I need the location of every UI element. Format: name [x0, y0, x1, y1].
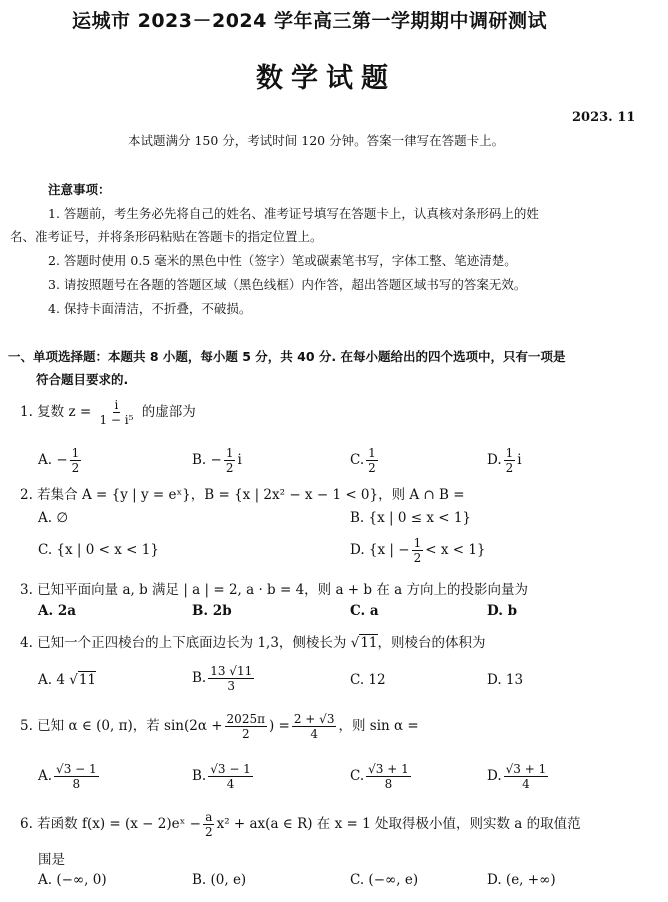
exam-info: 本试题满分 150 分，考试时间 120 分钟。答案一律写在答题卡上。	[128, 133, 505, 148]
question-3-option-c: C. a	[350, 603, 379, 619]
question-3-option-b: B. 2b	[192, 603, 232, 619]
exam-title: 运城市 2023－2024 学年高三第一学期期中调研测试	[72, 10, 547, 32]
note-3: 3. 请按照题号在各题的答题区域（黑色线框）内作答，超出答题区域书写的答案无效。	[48, 277, 527, 292]
question-5-option-b: B. $\frac{√3 - 1}{4}$	[192, 762, 251, 791]
question-4-option-b: B. $\frac{13 √11}{3}$	[192, 664, 253, 693]
question-4-option-d: D. 13	[487, 672, 524, 688]
question-3-option-d: D. b	[487, 603, 518, 619]
question-1-option-d: D. $\frac{1}{2}$ i	[487, 446, 522, 475]
section-heading-line1: 一、单项选择题：本题共 8 小题，每小题 5 分，共 40 分. 在每小题给出的四个选项中，只有一项是	[8, 349, 566, 364]
question-3-stem: 3. 已知平面向量 a, b 满足 | a | = 2, a · b = 4，则 a + b 在 a 方向上的投影向量为	[20, 582, 528, 598]
question-2-option-c: C. {x | 0 < x < 1}	[38, 542, 159, 558]
question-6-option-a: A. (−∞, 0)	[38, 872, 107, 888]
question-2-option-b: B. {x | 0 ≤ x < 1}	[350, 510, 472, 526]
question-6-option-b: B. (0, e)	[192, 872, 247, 888]
notes-heading: 注意事项：	[48, 182, 111, 197]
section-heading-line2: 符合题目要求的.	[36, 372, 129, 387]
note-2: 2. 答题时使用 0.5 毫米的黑色中性（签字）笔或碳素笔书写，字体工整、笔迹清楚。	[48, 253, 517, 268]
question-1-stem: 1. 复数 z = $\frac{i}{\text{1 − i⁵}}$ 的虚部为	[20, 398, 196, 427]
question-5-option-c: C. $\frac{√3 + 1}{8}$	[350, 762, 409, 791]
question-6-stem: 6. 若函数 f(x) = (x − 2)eˣ − $\frac{a}{2}$ x² + ax(a ∈ R) 在 x = 1 处取得极小值，则实数 a 的取值范	[20, 810, 581, 839]
question-1-option-c: C. $\frac{1}{2}$	[350, 446, 376, 475]
question-4-option-c: C. 12	[350, 672, 386, 688]
question-5-option-a: A. $\frac{√3 - 1}{8}$	[38, 762, 97, 791]
subject-title: 数学试题	[256, 63, 396, 94]
question-1-option-a: A. − $\frac{1}{2}$	[38, 446, 80, 475]
question-4-stem: 4. 已知一个正四棱台的上下底面边长为 1,3，侧棱长为 √11，则棱台的体积为	[20, 635, 486, 651]
question-2-stem: 2. 若集合 A = {y | y = eˣ}，B = {x | 2x² − x − 1 < 0}，则 A ∩ B =	[20, 487, 465, 503]
question-3-option-a: A. 2a	[38, 603, 77, 619]
question-5-stem: 5. 已知 α ∈ (0, π)，若 sin(2α + $\frac{2025\pi}{2}$ ) = $\frac{2 + √3}{4}$ ，则 sin α =	[20, 712, 419, 741]
question-2-option-a: A. ∅	[38, 510, 69, 526]
question-2-option-d: D. {x | − $\frac{1}{2}$ < x < 1}	[350, 536, 486, 565]
question-6-option-d: D. (e, +∞)	[487, 872, 556, 888]
question-5-option-d: D. $\frac{√3 + 1}{4}$	[487, 762, 547, 791]
note-4: 4. 保持卡面清洁，不折叠，不破损。	[48, 301, 252, 316]
exam-date: 2023. 11	[572, 110, 636, 125]
note-1a: 1. 答题前，考生务必先将自己的姓名、准考证号填写在答题卡上，认真核对条形码上的姓	[48, 206, 539, 221]
question-6-stem-line2: 围是	[38, 852, 65, 868]
question-4-option-a: A. 4 √11	[38, 672, 97, 688]
question-1-option-b: B. − $\frac{1}{2}$ i	[192, 446, 242, 475]
note-1b: 名、准考证号，并将条形码粘贴在答题卡的指定位置上。	[10, 229, 323, 244]
question-6-option-c: C. (−∞, e)	[350, 872, 419, 888]
